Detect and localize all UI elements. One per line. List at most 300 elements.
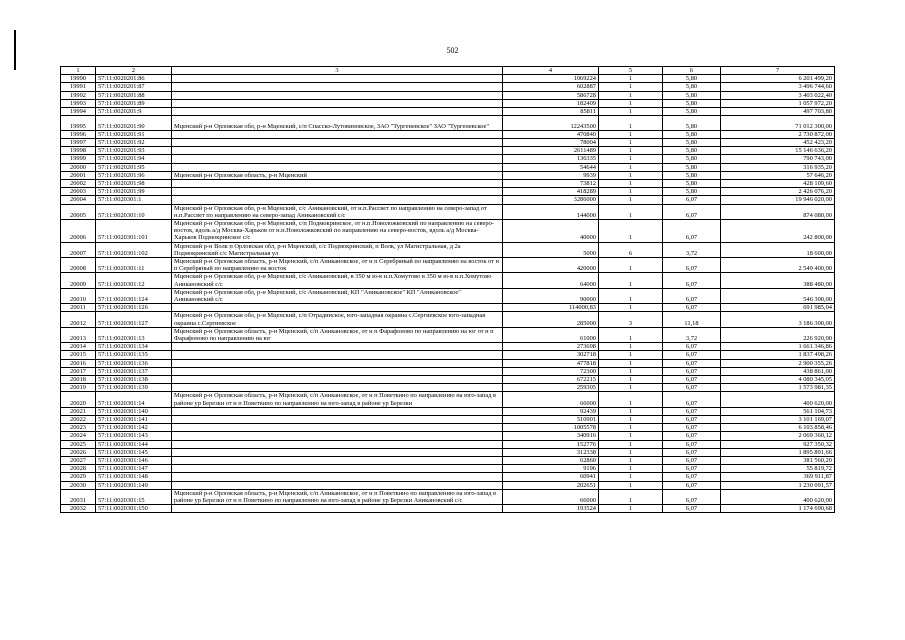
table-row: [61, 440, 835, 448]
location-description: [172, 196, 503, 204]
location-description: [172, 432, 503, 440]
row-number: 20031: [61, 489, 96, 504]
quantity: 1: [599, 359, 663, 367]
total-value: 874 080,00: [721, 204, 835, 219]
area-value: 152776: [503, 440, 599, 448]
table-row: [61, 304, 835, 312]
total-value: 3 496 744,60: [721, 83, 835, 91]
total-value: 55 819,72: [721, 465, 835, 473]
rate-value: 5,80: [663, 171, 721, 179]
rate-value: 5,80: [663, 91, 721, 99]
rate-value: 5,80: [663, 130, 721, 138]
area-value: 202651: [503, 481, 599, 489]
location-description: [172, 304, 503, 312]
rate-value: 6,07: [663, 440, 721, 448]
rate-value: 5,80: [663, 108, 721, 116]
row-number: 20028: [61, 465, 96, 473]
cadastral-number: 57:11:0020301:140: [96, 407, 172, 415]
cadastral-number: 57:11:0020201:90: [96, 116, 172, 131]
cadastral-number: 57:11:0020301:135: [96, 351, 172, 359]
quantity: 1: [599, 99, 663, 107]
quantity: 1: [599, 130, 663, 138]
area-value: 602887: [503, 83, 599, 91]
rate-value: 5,80: [663, 99, 721, 107]
quantity: 1: [599, 424, 663, 432]
rate-value: 6,07: [663, 288, 721, 303]
cadastral-number: 57:11:0020301:101: [96, 219, 172, 242]
table-row: [61, 288, 835, 303]
rate-value: 6,07: [663, 343, 721, 351]
quantity: 1: [599, 343, 663, 351]
column-header: 3: [172, 67, 503, 75]
area-value: 60941: [503, 473, 599, 481]
quantity: 1: [599, 448, 663, 456]
row-number: 19998: [61, 147, 96, 155]
rate-value: 6,07: [663, 448, 721, 456]
total-value: 1 895 891,66: [721, 448, 835, 456]
row-number: 20008: [61, 257, 96, 272]
cadastral-number: 57:11:0020301:144: [96, 440, 172, 448]
area-value: 54644: [503, 163, 599, 171]
area-value: 477818: [503, 359, 599, 367]
total-value: 400 620,00: [721, 392, 835, 407]
location-description: Мценский р-н Орловская область, р-н Мценский: [172, 171, 503, 179]
table-row: [61, 188, 835, 196]
quantity: 1: [599, 171, 663, 179]
location-description: [172, 416, 503, 424]
quantity: 1: [599, 138, 663, 146]
row-number: 20001: [61, 171, 96, 179]
cadastral-number: 57:11:0020201:89: [96, 99, 172, 107]
quantity: 1: [599, 147, 663, 155]
quantity: 1: [599, 219, 663, 242]
total-value: 4 080 345,05: [721, 376, 835, 384]
table-row: [61, 179, 835, 187]
area-value: 418289: [503, 188, 599, 196]
total-value: 381 560,20: [721, 457, 835, 465]
cadastral-number: 57:11:0020301:126: [96, 304, 172, 312]
location-description: [172, 163, 503, 171]
cadastral-number: 57:11:0020201:98: [96, 179, 172, 187]
row-number: 20026: [61, 448, 96, 456]
table-row: [61, 163, 835, 171]
row-number: 19995: [61, 116, 96, 131]
rate-value: 6,07: [663, 407, 721, 415]
location-description: Мценский р-н Орловская обл, р-н Мценский, с/с Аникановский, в 350 м ю-в н.п.Хомутово в 350 м ю-в н.п.Хомутово Аникановский с/с: [172, 273, 503, 288]
row-number: 20003: [61, 188, 96, 196]
total-value: 316 935,20: [721, 163, 835, 171]
rate-value: 5,80: [663, 138, 721, 146]
table-row: [61, 448, 835, 456]
rate-value: 6,07: [663, 257, 721, 272]
rate-value: 3,72: [663, 327, 721, 342]
area-value: 5000: [503, 242, 599, 257]
cadastral-number: 57:11:0020201:95: [96, 163, 172, 171]
cadastral-number: 57:11:0020301:145: [96, 448, 172, 456]
total-value: 1 174 690,68: [721, 505, 835, 513]
area-value: 259305: [503, 384, 599, 392]
rate-value: 6,07: [663, 219, 721, 242]
quantity: 1: [599, 179, 663, 187]
rate-value: 5,80: [663, 75, 721, 83]
location-description: [172, 376, 503, 384]
cadastral-number: 57:11:0020301:124: [96, 288, 172, 303]
table-row: [61, 147, 835, 155]
area-value: 66000: [503, 392, 599, 407]
quantity: 3: [599, 312, 663, 327]
area-value: 136335: [503, 155, 599, 163]
total-value: 2 549 400,00: [721, 257, 835, 272]
row-number: 20000: [61, 163, 96, 171]
location-description: [172, 359, 503, 367]
location-description: [172, 188, 503, 196]
area-value: 470840: [503, 130, 599, 138]
table-row: [61, 489, 835, 504]
area-value: 9939: [503, 171, 599, 179]
row-number: 20029: [61, 473, 96, 481]
row-number: 20013: [61, 327, 96, 342]
rate-value: 6,07: [663, 481, 721, 489]
rate-value: 5,80: [663, 116, 721, 131]
area-value: 312338: [503, 448, 599, 456]
total-value: 691 985,04: [721, 304, 835, 312]
table-header-row: [61, 67, 835, 75]
rate-value: 6,07: [663, 384, 721, 392]
area-value: 61000: [503, 327, 599, 342]
total-value: 3 186 300,00: [721, 312, 835, 327]
quantity: 1: [599, 481, 663, 489]
rate-value: 5,80: [663, 83, 721, 91]
total-value: 18 600,00: [721, 242, 835, 257]
quantity: 1: [599, 432, 663, 440]
column-header: 5: [599, 67, 663, 75]
total-value: 561 104,73: [721, 407, 835, 415]
table-row: [61, 91, 835, 99]
location-description: [172, 384, 503, 392]
column-header: 6: [663, 67, 721, 75]
total-value: 2 069 360,12: [721, 432, 835, 440]
cadastral-number: 57:11:0020201:88: [96, 91, 172, 99]
table-row: [61, 505, 835, 513]
cadastral-number: 57:11:0020301:141: [96, 416, 172, 424]
row-number: 20004: [61, 196, 96, 204]
cadastral-number: 57:11:0020301:146: [96, 457, 172, 465]
row-number: 20025: [61, 440, 96, 448]
table-row: [61, 416, 835, 424]
cadastral-number: 57:11:0020301:147: [96, 465, 172, 473]
area-value: 586728: [503, 91, 599, 99]
location-description: [172, 351, 503, 359]
rate-value: 6,07: [663, 432, 721, 440]
cadastral-number: 57:11:0020301:11: [96, 257, 172, 272]
table-row: [61, 432, 835, 440]
row-number: 19997: [61, 138, 96, 146]
cadastral-number: 57:11:0020301:136: [96, 359, 172, 367]
cadastral-number: 57:11:0020301:10: [96, 204, 172, 219]
area-value: 64000: [503, 273, 599, 288]
location-description: [172, 179, 503, 187]
cadastral-number: 57:11:0020301:139: [96, 384, 172, 392]
quantity: 1: [599, 392, 663, 407]
cadastral-number: 57:11:0020301:14: [96, 392, 172, 407]
total-value: 428 109,60: [721, 179, 835, 187]
location-description: [172, 91, 503, 99]
quantity: 1: [599, 440, 663, 448]
table-row: [61, 465, 835, 473]
table-row: [61, 196, 835, 204]
table-row: [61, 376, 835, 384]
location-description: Мценский р-н Орловская обл, р-н Мценский, с/с Аникановский, КП "Аникановское" КП "Аникановское" Аникановский с/с: [172, 288, 503, 303]
rate-value: 3,72: [663, 242, 721, 257]
quantity: 1: [599, 407, 663, 415]
row-number: 19992: [61, 91, 96, 99]
total-value: 400 620,00: [721, 489, 835, 504]
quantity: 1: [599, 384, 663, 392]
location-description: [172, 367, 503, 375]
cadastral-number: 57:11:0020301:127: [96, 312, 172, 327]
table-row: [61, 138, 835, 146]
location-description: [172, 448, 503, 456]
total-value: 438 861,00: [721, 367, 835, 375]
location-description: Мценский р-н Орловская обл, р-н Мценский, с/п Отрадинское, юго-западная окраина с.Сергиевское юго-западная окраина с.Сергиевское: [172, 312, 503, 327]
quantity: 1: [599, 505, 663, 513]
row-number: 19996: [61, 130, 96, 138]
cadastral-number: 57:11:0020301:12: [96, 273, 172, 288]
row-number: 20015: [61, 351, 96, 359]
rate-value: 5,80: [663, 155, 721, 163]
row-number: 20011: [61, 304, 96, 312]
location-description: [172, 155, 503, 163]
area-value: 62860: [503, 457, 599, 465]
area-value: 420000: [503, 257, 599, 272]
total-value: 6 201 499,20: [721, 75, 835, 83]
row-number: 20022: [61, 416, 96, 424]
cadastral-number: 57:11:0020201:96: [96, 171, 172, 179]
area-value: 273698: [503, 343, 599, 351]
rate-value: 5,80: [663, 188, 721, 196]
table-row: [61, 351, 835, 359]
cadastral-number: 57:11:0020301:15: [96, 489, 172, 504]
total-value: 1 661 346,86: [721, 343, 835, 351]
total-value: 57 646,20: [721, 171, 835, 179]
table-row: [61, 99, 835, 107]
row-number: 20012: [61, 312, 96, 327]
cadastral-number: 57:11:0020301:137: [96, 367, 172, 375]
area-value: 672215: [503, 376, 599, 384]
row-number: 20006: [61, 219, 96, 242]
table-row: [61, 384, 835, 392]
quantity: 1: [599, 163, 663, 171]
total-value: 369 911,87: [721, 473, 835, 481]
quantity: 1: [599, 273, 663, 288]
row-number: 19999: [61, 155, 96, 163]
quantity: 6: [599, 242, 663, 257]
total-value: 388 480,00: [721, 273, 835, 288]
quantity: 1: [599, 75, 663, 83]
quantity: 1: [599, 304, 663, 312]
table-row: [61, 130, 835, 138]
row-number: 20007: [61, 242, 96, 257]
table-row: [61, 83, 835, 91]
cadastral-number: 57:11:0020201:92: [96, 138, 172, 146]
area-value: 92439: [503, 407, 599, 415]
quantity: 1: [599, 188, 663, 196]
total-value: 19 946 020,00: [721, 196, 835, 204]
total-value: 927 350,32: [721, 440, 835, 448]
table-row: [61, 219, 835, 242]
total-value: 15 146 636,20: [721, 147, 835, 155]
quantity: 1: [599, 204, 663, 219]
cadastral-number: 57:11:0020201:93: [96, 147, 172, 155]
location-description: [172, 481, 503, 489]
rate-value: 5,80: [663, 179, 721, 187]
column-header: 2: [96, 67, 172, 75]
area-value: 12243500: [503, 116, 599, 131]
cadastral-number: 57:11:0020201:9: [96, 108, 172, 116]
rate-value: 6,07: [663, 196, 721, 204]
rate-value: 6,07: [663, 457, 721, 465]
location-description: [172, 440, 503, 448]
table-row: [61, 407, 835, 415]
total-value: 6 103 858,46: [721, 424, 835, 432]
total-value: 2 730 872,00: [721, 130, 835, 138]
table-row: [61, 359, 835, 367]
location-description: [172, 130, 503, 138]
rate-value: 6,07: [663, 351, 721, 359]
total-value: 1 230 091,57: [721, 481, 835, 489]
table-row: [61, 327, 835, 342]
quantity: 1: [599, 288, 663, 303]
location-description: Мценский р-н Орловская обл, р-н Мценский, с/п Подмокринское, от н.п.Новоложковский по направлению на северо-восток, вдоль а/д Москва-Харьков от н.п.Новоложковский по направлению на северо-восток, вдоль а/д Москва-Харьков Подмокринское с/с: [172, 219, 503, 242]
location-description: [172, 424, 503, 432]
area-value: 144000: [503, 204, 599, 219]
table-row: [61, 75, 835, 83]
area-value: 193524: [503, 505, 599, 513]
total-value: 3 403 022,40: [721, 91, 835, 99]
rate-value: 6,07: [663, 359, 721, 367]
row-number: 20016: [61, 359, 96, 367]
quantity: 1: [599, 376, 663, 384]
total-value: 790 743,00: [721, 155, 835, 163]
rate-value: 6,07: [663, 416, 721, 424]
row-number: 20014: [61, 343, 96, 351]
row-number: 20030: [61, 481, 96, 489]
total-value: 2 900 355,26: [721, 359, 835, 367]
quantity: 1: [599, 367, 663, 375]
total-value: 546 300,00: [721, 288, 835, 303]
row-number: 20010: [61, 288, 96, 303]
location-description: [172, 83, 503, 91]
table-row: [61, 273, 835, 288]
area-value: 90000: [503, 288, 599, 303]
area-value: 114000,83: [503, 304, 599, 312]
total-value: 242 800,00: [721, 219, 835, 242]
rate-value: 5,80: [663, 163, 721, 171]
rate-value: 6,07: [663, 273, 721, 288]
location-description: Мценский р-н Волк п Орловская обл, р-н Мценский, с/с Подмокринский, п Волк, ул Магистральная, д 2а Подмокринский с/с Магистральная ул: [172, 242, 503, 257]
location-description: [172, 505, 503, 513]
row-number: 20019: [61, 384, 96, 392]
row-number: 20002: [61, 179, 96, 187]
cadastral-number: 57:11:0020201:91: [96, 130, 172, 138]
rate-value: 6,07: [663, 304, 721, 312]
quantity: 1: [599, 83, 663, 91]
cadastral-number: 57:11:0020301:150: [96, 505, 172, 513]
area-value: 9196: [503, 465, 599, 473]
area-value: 285000: [503, 312, 599, 327]
cadastral-number: 57:11:0020301:138: [96, 376, 172, 384]
quantity: 1: [599, 351, 663, 359]
cadastral-number: 57:11:0020201:94: [96, 155, 172, 163]
location-description: [172, 75, 503, 83]
area-value: 1069224: [503, 75, 599, 83]
table-row: [61, 204, 835, 219]
rate-value: 6,07: [663, 424, 721, 432]
table-row: [61, 257, 835, 272]
location-description: [172, 108, 503, 116]
table-row: [61, 367, 835, 375]
area-value: 302718: [503, 351, 599, 359]
row-number: 20017: [61, 367, 96, 375]
location-description: [172, 138, 503, 146]
table-row: [61, 473, 835, 481]
cadastral-number: 57:11:0020201:86: [96, 75, 172, 83]
rate-value: 6,07: [663, 376, 721, 384]
location-description: Мценский р-н Орловская область, р-н Мценский, с/п Аникановское, от н п Поветкино по направлению на юго-запад в районе ур Березки от н п Поветкино по направлению на юго-запад в районе ур Березки Аникановский с/с: [172, 489, 503, 504]
quantity: 1: [599, 457, 663, 465]
rate-value: 11,18: [663, 312, 721, 327]
location-description: Мценский р-н Орловская обл, р-н Мценский, с/п Спасско-Лутовиновское, ЗАО "Тургеневское" ЗАО "Тургеневское": [172, 116, 503, 131]
quantity: 1: [599, 155, 663, 163]
row-number: 20023: [61, 424, 96, 432]
row-number: 20009: [61, 273, 96, 288]
cadastral-number: 57:11:0020301:149: [96, 481, 172, 489]
location-description: [172, 343, 503, 351]
cadastral-number: 57:11:0020201:99: [96, 188, 172, 196]
table-row: [61, 155, 835, 163]
cadastral-number: 57:11:0020301:134: [96, 343, 172, 351]
area-value: 1005578: [503, 424, 599, 432]
rate-value: 6,07: [663, 204, 721, 219]
row-number: 19993: [61, 99, 96, 107]
row-number: 20024: [61, 432, 96, 440]
cadastral-number: 57:11:0020301:1: [96, 196, 172, 204]
total-value: 1 057 972,20: [721, 99, 835, 107]
cadastral-number: 57:11:0020301:142: [96, 424, 172, 432]
area-value: 78004: [503, 138, 599, 146]
table-row: [61, 481, 835, 489]
location-description: Мценский р-н Орловская обл, р-н Мценский, с/с Аникановский, от н.п.Рассвет по направлению на северо-запад от н.п.Рассвет по направлению на северо-запад Аникановский с/с: [172, 204, 503, 219]
row-number: 20020: [61, 392, 96, 407]
total-value: 1 573 981,35: [721, 384, 835, 392]
total-value: 71 012 300,00: [721, 116, 835, 131]
rate-value: 5,80: [663, 147, 721, 155]
rate-value: 6,07: [663, 392, 721, 407]
quantity: 1: [599, 327, 663, 342]
cadastral-number: 57:11:0020301:102: [96, 242, 172, 257]
total-value: 3 101 169,07: [721, 416, 835, 424]
row-number: 20021: [61, 407, 96, 415]
table-row: [61, 424, 835, 432]
table-row: [61, 312, 835, 327]
rate-value: 6,07: [663, 367, 721, 375]
row-number: 20005: [61, 204, 96, 219]
location-description: [172, 407, 503, 415]
table-row: [61, 108, 835, 116]
row-number: 19994: [61, 108, 96, 116]
land-registry-table: [60, 66, 835, 513]
row-number: 20032: [61, 505, 96, 513]
